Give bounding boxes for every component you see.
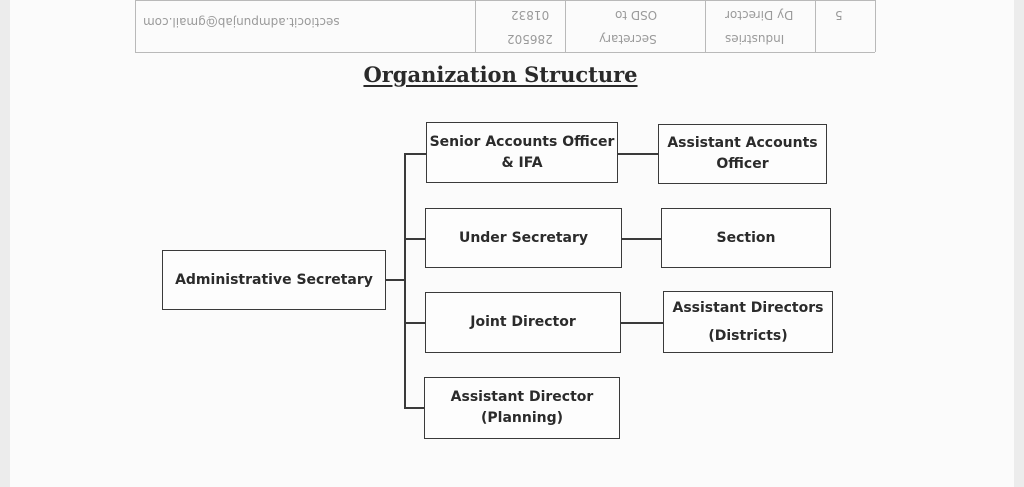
node-label: Section bbox=[716, 229, 776, 246]
table-cell: Dy Director bbox=[725, 8, 794, 22]
table-cell: 286502 bbox=[507, 32, 553, 46]
table-cell: Secretary bbox=[599, 32, 657, 46]
node-label: Joint Director bbox=[470, 314, 576, 330]
header-table-fragment bbox=[135, 0, 875, 60]
node-label: Assistant Accounts bbox=[667, 135, 818, 151]
connector-us bbox=[404, 238, 425, 240]
page-title: Organization Structure bbox=[363, 62, 638, 87]
node-label: Assistant Director bbox=[450, 389, 594, 405]
table-cell: sectiocit.admpunjab@gmail.com bbox=[143, 15, 340, 29]
connector-root-trunk bbox=[386, 279, 405, 281]
node-administrative-secretary bbox=[162, 250, 386, 310]
connector-jd-ads bbox=[621, 322, 663, 324]
node-joint-director bbox=[425, 292, 621, 353]
connector-sao-aao bbox=[618, 153, 658, 155]
node-label: & IFA bbox=[501, 154, 543, 171]
connector-adp bbox=[404, 407, 424, 409]
node-label: Administrative Secretary bbox=[175, 271, 373, 288]
node-senior-accounts-officer bbox=[426, 122, 618, 183]
node-under-secretary bbox=[425, 208, 622, 268]
connector-us-section bbox=[622, 238, 661, 240]
node-assistant-director-planning bbox=[424, 377, 620, 439]
node-assistant-directors-districts bbox=[663, 291, 833, 353]
table-cell: OSD to bbox=[615, 8, 658, 22]
table-cell: 01832 bbox=[511, 8, 550, 22]
node-label: Assistant Directors bbox=[672, 300, 824, 316]
connector-sao bbox=[404, 153, 426, 155]
node-assistant-accounts-officer bbox=[658, 124, 827, 184]
table-cell: 5 bbox=[835, 8, 843, 22]
node-label: (Planning) bbox=[480, 410, 564, 426]
node-label: Under Secretary bbox=[458, 229, 589, 246]
node-label: Officer bbox=[716, 156, 769, 172]
node-section bbox=[661, 208, 831, 268]
table-cell: Industries bbox=[725, 32, 785, 46]
connector-jd bbox=[404, 322, 425, 324]
node-label: (Districts) bbox=[708, 328, 788, 344]
node-label: Senior Accounts Officer bbox=[429, 133, 615, 150]
connector-trunk bbox=[404, 153, 406, 408]
